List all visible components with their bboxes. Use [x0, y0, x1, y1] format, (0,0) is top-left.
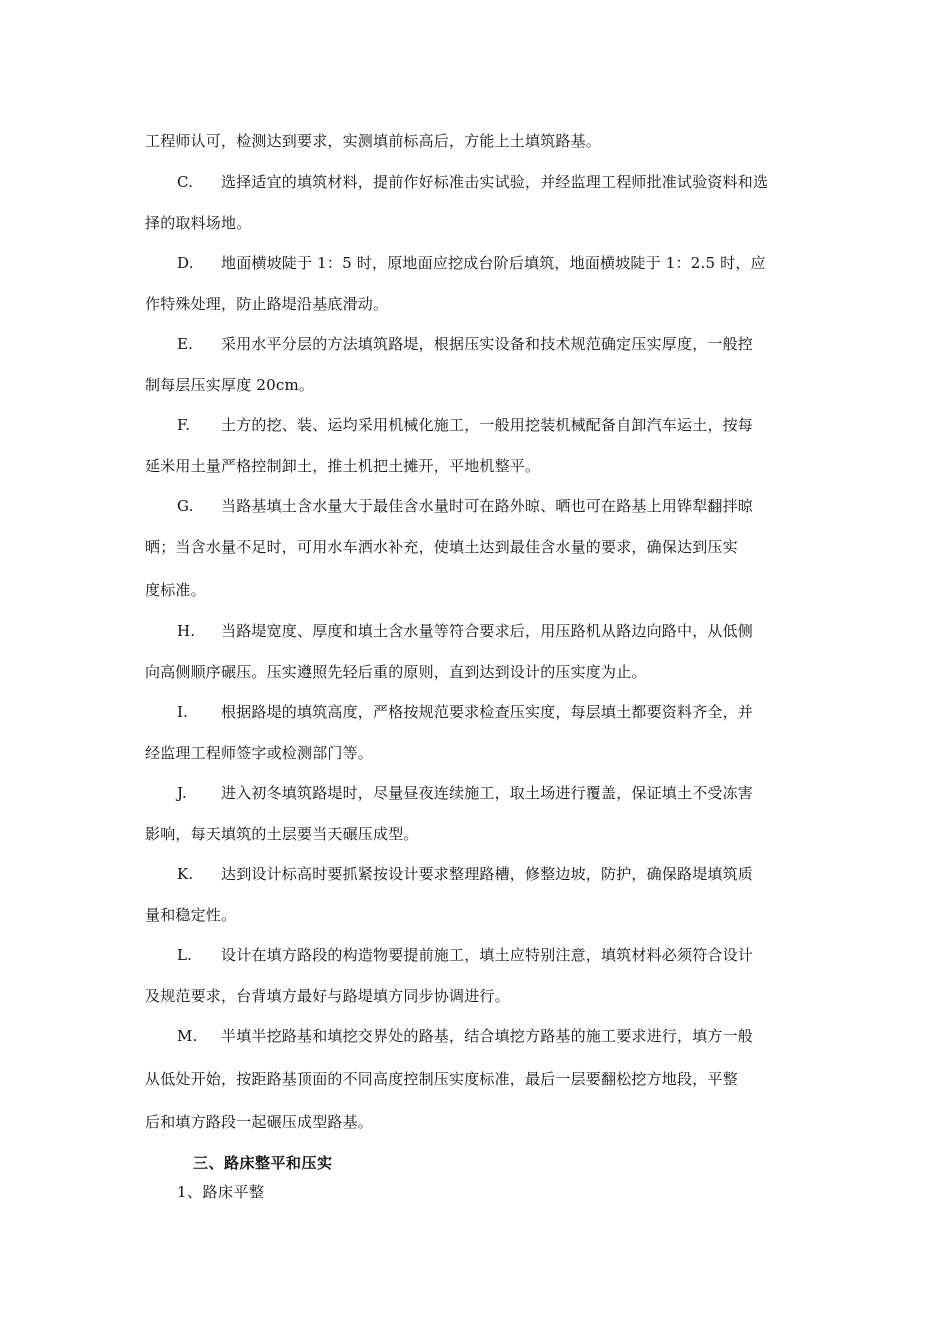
paragraph-g-line-1: G. 当路基填土含水量大于最佳含水量时可在路外晾、晒也可在路基上用铧犁翻拌晾: [177, 497, 754, 515]
paragraph-h-line-2: 向高侧顺序碾压。压实遵照先轻后重的原则，直到达到设计的压实度为止。: [145, 663, 647, 681]
item-marker-m: M.: [177, 1027, 198, 1045]
paragraph-l-line-2: 及规范要求，台背填方最好与路堤填方同步协调进行。: [145, 987, 510, 1005]
paragraph-c-line-1: C. 选择适宜的填筑材料，提前作好标准击实试验，并经监理工程师批准试验资料和选: [177, 173, 769, 191]
paragraph-m-line-1: M. 半填半挖路基和填挖交界处的路基，结合填挖方路基的施工要求进行，填方一般: [177, 1027, 754, 1045]
paragraph-g-line-3: 度标准。: [145, 581, 206, 599]
item-marker-d: D.: [177, 254, 194, 272]
paragraph-c-line-2: 择的取料场地。: [145, 214, 252, 232]
paragraph-e-line-2: 制每层压实厚度 20cm。: [145, 376, 315, 394]
paragraph-d-line-2: 作特殊处理，防止路堤沿基底滑动。: [145, 295, 389, 313]
item-marker-i: I.: [177, 703, 189, 721]
item-marker-e: E.: [177, 335, 194, 353]
item-marker-l: L.: [177, 946, 193, 964]
item-marker-f: F.: [177, 416, 191, 434]
paragraph-h-line-1: H. 当路堤宽度、厚度和填土含水量等符合要求后，用压路机从路边向路中，从低侧: [177, 622, 754, 640]
paragraph-i-line-2: 经监理工程师签字或检测部门等。: [145, 744, 374, 762]
paragraph-m-line-3: 后和填方路段一起碾压成型路基。: [145, 1113, 374, 1131]
paragraph-line: 工程师认可，检测达到要求，实测填前标高后，方能上土填筑路基。: [145, 132, 602, 150]
paragraph-m-line-2: 从低处开始，按距路基顶面的不同高度控制压实度标准，最后一层要翻松挖方地段，平整: [145, 1070, 738, 1088]
paragraph-k-line-1: K. 达到设计标高时要抓紧按设计要求整理路槽，修整边坡，防护，确保路堤填筑质: [177, 865, 754, 883]
paragraph-l-line-1: L. 设计在填方路段的构造物要提前施工，填土应特别注意，填筑材料必须符合设计: [177, 946, 754, 964]
paragraph-i-line-1: I. 根据路堤的填筑高度，严格按规范要求检查压实度，每层填土都要资料齐全，并: [177, 703, 754, 721]
paragraph-j-line-2: 影响，每天填筑的土层要当天碾压成型。: [145, 825, 419, 843]
section-heading: 三、路床整平和压实: [193, 1154, 333, 1172]
paragraph-f-line-2: 延米用土量严格控制卸土，推土机把土摊开，平地机整平。: [145, 457, 541, 475]
item-marker-h: H.: [177, 622, 196, 640]
paragraph-d-line-1: D. 地面横坡陡于 1：5 时，原地面应挖成台阶后填筑，地面横坡陡于 1：2.5 时，应: [177, 254, 766, 272]
paragraph-g-line-2: 晒；当含水量不足时，可用水车洒水补充，使填土达到最佳含水量的要求，确保达到压实: [145, 538, 738, 556]
paragraph-f-line-1: F. 土方的挖、装、运均采用机械化施工，一般用挖装机械配备自卸汽车运土，按每: [177, 416, 754, 434]
item-marker-g: G.: [177, 497, 194, 515]
item-marker-j: J.: [177, 784, 188, 802]
paragraph-k-line-2: 量和稳定性。: [145, 906, 237, 924]
item-marker-c: C.: [177, 173, 194, 191]
paragraph-e-line-1: E. 采用水平分层的方法填筑路堤，根据压实设备和技术规范确定压实厚度，一般控: [177, 335, 754, 353]
paragraph-j-line-1: J. 进入初冬填筑路堤时，尽量昼夜连续施工，取土场进行覆盖，保证填土不受冻害: [177, 784, 754, 802]
item-marker-k: K.: [177, 865, 194, 883]
subsection-heading: 1、路床平整: [177, 1183, 265, 1201]
